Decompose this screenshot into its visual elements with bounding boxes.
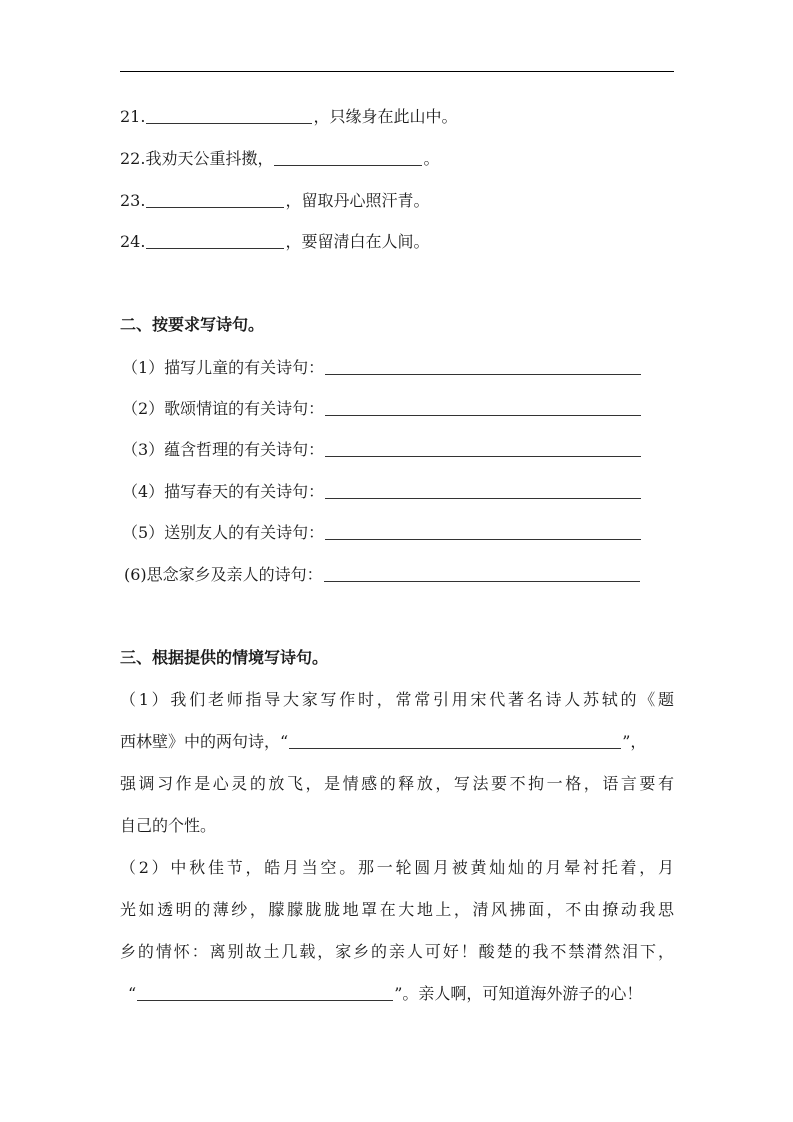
question-21 [120,107,457,127]
poem-prompt-6 [124,565,641,585]
question-text: 。 [423,149,440,168]
scenario-2-line-4 [128,984,642,1004]
answer-blank-24[interactable] [146,232,284,249]
poem-prompt-2 [122,399,642,419]
scenario-text: “ [128,984,137,1003]
scenario-1-line-2 [120,732,646,752]
scenario-text: 西林壁》中的两句诗，“ [120,732,289,751]
scenario-1-line-4: 自己的个性。 [120,816,217,835]
answer-blank-children[interactable] [325,358,641,375]
prompt-label: （2）歌颂情谊的有关诗句： [122,399,325,418]
question-number: 23. [120,191,146,210]
scenario-2-line-3: 乡的情怀：离别故土几载，家乡的亲人可好！酸楚的我不禁潸然泪下， [120,942,674,961]
answer-blank-homesick[interactable] [324,565,640,582]
prompt-label: （5）送别友人的有关诗句： [122,523,325,542]
answer-blank-spring[interactable] [325,482,641,499]
prompt-label: （4）描写春天的有关诗句： [122,482,325,501]
question-24 [120,232,429,252]
question-text: ，留取丹心照汗青。 [285,191,430,210]
scenario-2-line-1: （2）中秋佳节，皓月当空。那一轮圆月被黄灿灿的月晕衬托着，月 [120,858,674,877]
answer-blank-23[interactable] [146,191,284,208]
answer-blank-21[interactable] [146,107,312,124]
answer-blank-22[interactable] [274,149,422,166]
scenario-1-line-3: 强调习作是心灵的放飞，是情感的释放，写法要不拘一格，语言要有 [120,774,674,793]
prompt-label: （3）蕴含哲理的有关诗句： [122,440,325,459]
question-number: 22. [120,149,146,168]
scenario-text: ”。亲人啊，可知道海外游子的心！ [394,984,643,1003]
section-2-heading: 二、按要求写诗句。 [120,315,265,334]
question-number: 21. [120,107,146,126]
question-text: 我劝天公重抖擞， [145,149,274,168]
section-3-heading: 三、根据提供的情境写诗句。 [120,648,329,667]
poem-prompt-5 [122,523,642,543]
question-22 [120,149,439,169]
answer-blank-farewell[interactable] [325,523,641,540]
prompt-label: （1）描写儿童的有关诗句： [122,358,325,377]
question-text: ，要留清白在人间。 [285,232,430,251]
poem-prompt-1 [122,358,642,378]
poem-prompt-4 [122,482,642,502]
question-text: ，只缘身在此山中。 [313,107,458,126]
scenario-2-line-2: 光如透明的薄纱，朦朦胧胧地罩在大地上，清风拂面，不由撩动我思 [120,900,674,919]
prompt-label: (6)思念家乡及亲人的诗句： [124,565,323,584]
question-23 [120,191,429,211]
question-number: 24. [120,232,146,251]
poem-prompt-3 [122,440,642,460]
answer-blank-friendship[interactable] [325,399,641,416]
scenario-text: ”， [622,732,647,751]
answer-blank-mid-autumn[interactable] [137,984,393,1001]
answer-blank-philosophy[interactable] [325,440,641,457]
header-rule [120,71,674,72]
scenario-1-line-1: （1）我们老师指导大家写作时，常常引用宋代著名诗人苏轼的《题 [120,690,674,709]
answer-blank-xilinbi[interactable] [289,732,621,749]
